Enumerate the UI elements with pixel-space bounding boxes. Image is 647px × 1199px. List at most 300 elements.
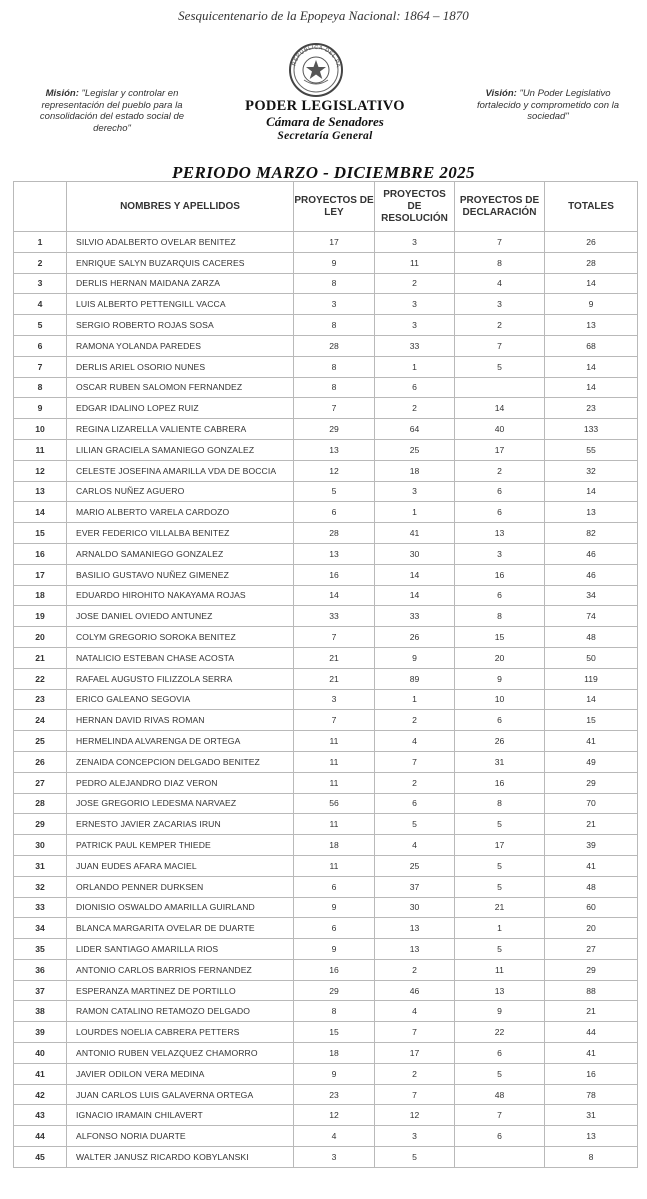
row-name: NATALICIO ESTEBAN CHASE ACOSTA [67, 647, 294, 668]
table-row [14, 460, 638, 481]
row-total: 20 [545, 918, 638, 939]
row-total: 13 [545, 1126, 638, 1147]
office-name: Secretaría General [277, 130, 373, 142]
row-ley: 13 [294, 543, 375, 564]
row-declaracion: 5 [455, 939, 545, 960]
row-number: 5 [14, 315, 67, 336]
row-number: 10 [14, 419, 67, 440]
row-resolucion: 7 [375, 751, 455, 772]
row-declaracion: 16 [455, 564, 545, 585]
row-declaracion: 10 [455, 689, 545, 710]
row-resolucion: 33 [375, 335, 455, 356]
row-name: DERLIS HERNAN MAIDANA ZARZA [67, 273, 294, 294]
row-total: 82 [545, 523, 638, 544]
row-total: 48 [545, 876, 638, 897]
row-resolucion: 13 [375, 918, 455, 939]
row-declaracion: 7 [455, 335, 545, 356]
row-name: EVER FEDERICO VILLALBA BENITEZ [67, 523, 294, 544]
row-number: 8 [14, 377, 67, 398]
row-resolucion: 25 [375, 855, 455, 876]
row-number: 38 [14, 1001, 67, 1022]
table-row [14, 897, 638, 918]
row-ley: 7 [294, 398, 375, 419]
row-name: ORLANDO PENNER DURKSEN [67, 876, 294, 897]
svg-text:REPÚBLICA DEL PARAGUAY: REPÚBLICA DEL PA [291, 44, 341, 69]
row-number: 3 [14, 273, 67, 294]
row-declaracion: 14 [455, 398, 545, 419]
row-name: DERLIS ARIEL OSORIO NUNES [67, 356, 294, 377]
table-row [14, 481, 638, 502]
row-number: 44 [14, 1126, 67, 1147]
row-declaracion: 5 [455, 814, 545, 835]
row-total: 49 [545, 751, 638, 772]
row-declaracion: 7 [455, 1105, 545, 1126]
row-number: 27 [14, 772, 67, 793]
row-resolucion: 25 [375, 439, 455, 460]
row-name: PEDRO ALEJANDRO DIAZ VERON [67, 772, 294, 793]
row-name: ANTONIO RUBEN VELAZQUEZ CHAMORRO [67, 1043, 294, 1064]
row-declaracion: 5 [455, 356, 545, 377]
row-declaracion [455, 377, 545, 398]
row-total: 41 [545, 731, 638, 752]
row-resolucion: 30 [375, 897, 455, 918]
table-row [14, 710, 638, 731]
col-header-number [14, 182, 67, 232]
table-row [14, 1022, 638, 1043]
row-resolucion: 1 [375, 689, 455, 710]
row-ley: 9 [294, 939, 375, 960]
row-name: ERICO GALEANO SEGOVIA [67, 689, 294, 710]
row-ley: 28 [294, 523, 375, 544]
table-row [14, 585, 638, 606]
row-name: CELESTE JOSEFINA AMARILLA VDA DE BOCCIA [67, 460, 294, 481]
row-total: 46 [545, 564, 638, 585]
table-row [14, 1043, 638, 1064]
row-ley: 8 [294, 1001, 375, 1022]
row-total: 34 [545, 585, 638, 606]
table-row [14, 543, 638, 564]
row-declaracion: 5 [455, 876, 545, 897]
row-declaracion: 6 [455, 481, 545, 502]
table-row [14, 1147, 638, 1168]
row-resolucion: 3 [375, 294, 455, 315]
row-total: 14 [545, 481, 638, 502]
row-resolucion: 2 [375, 710, 455, 731]
row-name: BASILIO GUSTAVO NUÑEZ GIMENEZ [67, 564, 294, 585]
row-resolucion: 18 [375, 460, 455, 481]
row-name: ARNALDO SAMANIEGO GONZALEZ [67, 543, 294, 564]
row-name: ZENAIDA CONCEPCION DELGADO BENITEZ [67, 751, 294, 772]
row-name: ANTONIO CARLOS BARRIOS FERNANDEZ [67, 959, 294, 980]
row-resolucion: 1 [375, 502, 455, 523]
row-resolucion: 6 [375, 793, 455, 814]
table-row [14, 502, 638, 523]
row-ley: 14 [294, 585, 375, 606]
row-declaracion: 13 [455, 980, 545, 1001]
row-ley: 56 [294, 793, 375, 814]
row-number: 33 [14, 897, 67, 918]
row-number: 41 [14, 1063, 67, 1084]
row-resolucion: 89 [375, 668, 455, 689]
row-number: 12 [14, 460, 67, 481]
row-total: 9 [545, 294, 638, 315]
row-ley: 11 [294, 855, 375, 876]
row-name: BLANCA MARGARITA OVELAR DE DUARTE [67, 918, 294, 939]
row-ley: 17 [294, 232, 375, 253]
row-name: SERGIO ROBERTO ROJAS SOSA [67, 315, 294, 336]
col-header-ley: PROYECTOS DE LEY [294, 182, 375, 232]
row-number: 25 [14, 731, 67, 752]
row-ley: 6 [294, 876, 375, 897]
row-total: 14 [545, 377, 638, 398]
row-total: 32 [545, 460, 638, 481]
header-motto: Sesquicentenario de la Epopeya Nacional: 1864 – 1870 [178, 8, 469, 23]
table-row [14, 315, 638, 336]
row-ley: 9 [294, 252, 375, 273]
row-declaracion [455, 1147, 545, 1168]
row-name: EDUARDO HIROHITO NAKAYAMA ROJAS [67, 585, 294, 606]
row-resolucion: 2 [375, 772, 455, 793]
vision-label: Visión: [485, 88, 517, 99]
row-total: 41 [545, 855, 638, 876]
row-declaracion: 40 [455, 419, 545, 440]
row-declaracion: 8 [455, 252, 545, 273]
row-ley: 11 [294, 751, 375, 772]
row-name: REGINA LIZARELLA VALIENTE CABRERA [67, 419, 294, 440]
row-total: 26 [545, 232, 638, 253]
row-ley: 3 [294, 294, 375, 315]
row-total: 39 [545, 835, 638, 856]
row-total: 133 [545, 419, 638, 440]
row-ley: 6 [294, 502, 375, 523]
row-resolucion: 1 [375, 356, 455, 377]
row-name: JOSE GREGORIO LEDESMA NARVAEZ [67, 793, 294, 814]
row-ley: 4 [294, 1126, 375, 1147]
row-declaracion: 21 [455, 897, 545, 918]
row-ley: 11 [294, 731, 375, 752]
table-row [14, 1105, 638, 1126]
row-declaracion: 1 [455, 918, 545, 939]
table-row [14, 232, 638, 253]
table-row [14, 419, 638, 440]
table-body [14, 232, 638, 1168]
row-number: 15 [14, 523, 67, 544]
row-total: 68 [545, 335, 638, 356]
row-declaracion: 3 [455, 543, 545, 564]
row-total: 23 [545, 398, 638, 419]
row-number: 20 [14, 627, 67, 648]
table-row [14, 1084, 638, 1105]
row-number: 34 [14, 918, 67, 939]
row-name: JAVIER ODILON VERA MEDINA [67, 1063, 294, 1084]
table-row [14, 273, 638, 294]
row-resolucion: 2 [375, 273, 455, 294]
row-number: 6 [14, 335, 67, 356]
row-name: LIDER SANTIAGO AMARILLA RIOS [67, 939, 294, 960]
row-total: 60 [545, 897, 638, 918]
row-resolucion: 26 [375, 627, 455, 648]
row-number: 7 [14, 356, 67, 377]
row-ley: 9 [294, 897, 375, 918]
table-row [14, 356, 638, 377]
row-ley: 7 [294, 710, 375, 731]
table-row [14, 751, 638, 772]
row-resolucion: 41 [375, 523, 455, 544]
row-resolucion: 4 [375, 1001, 455, 1022]
row-resolucion: 2 [375, 1063, 455, 1084]
row-declaracion: 22 [455, 1022, 545, 1043]
row-resolucion: 17 [375, 1043, 455, 1064]
row-ley: 21 [294, 668, 375, 689]
row-declaracion: 6 [455, 710, 545, 731]
row-resolucion: 30 [375, 543, 455, 564]
row-declaracion: 9 [455, 1001, 545, 1022]
table-row [14, 855, 638, 876]
row-total: 27 [545, 939, 638, 960]
row-declaracion: 17 [455, 835, 545, 856]
row-declaracion: 11 [455, 959, 545, 980]
row-ley: 15 [294, 1022, 375, 1043]
row-resolucion: 7 [375, 1022, 455, 1043]
row-total: 119 [545, 668, 638, 689]
row-number: 42 [14, 1084, 67, 1105]
table-row [14, 377, 638, 398]
row-total: 8 [545, 1147, 638, 1168]
row-ley: 3 [294, 689, 375, 710]
row-number: 4 [14, 294, 67, 315]
row-resolucion: 6 [375, 377, 455, 398]
table-row [14, 959, 638, 980]
table-row [14, 772, 638, 793]
row-number: 18 [14, 585, 67, 606]
row-number: 30 [14, 835, 67, 856]
row-resolucion: 46 [375, 980, 455, 1001]
row-declaracion: 9 [455, 668, 545, 689]
row-number: 32 [14, 876, 67, 897]
row-total: 50 [545, 647, 638, 668]
row-number: 35 [14, 939, 67, 960]
row-resolucion: 2 [375, 398, 455, 419]
row-ley: 28 [294, 335, 375, 356]
row-name: IGNACIO IRAMAIN CHILAVERT [67, 1105, 294, 1126]
row-resolucion: 13 [375, 939, 455, 960]
table-row [14, 335, 638, 356]
row-name: ERNESTO JAVIER ZACARIAS IRUN [67, 814, 294, 835]
row-name: JUAN EUDES AFARA MACIEL [67, 855, 294, 876]
row-number: 21 [14, 647, 67, 668]
row-name: RAMON CATALINO RETAMOZO DELGADO [67, 1001, 294, 1022]
table-row [14, 398, 638, 419]
row-declaracion: 17 [455, 439, 545, 460]
row-resolucion: 37 [375, 876, 455, 897]
row-total: 48 [545, 627, 638, 648]
row-resolucion: 4 [375, 731, 455, 752]
table-row [14, 876, 638, 897]
row-ley: 5 [294, 481, 375, 502]
row-total: 14 [545, 689, 638, 710]
row-declaracion: 5 [455, 855, 545, 876]
row-ley: 8 [294, 315, 375, 336]
row-declaracion: 26 [455, 731, 545, 752]
row-resolucion: 33 [375, 606, 455, 627]
table-row [14, 918, 638, 939]
institution-block [190, 98, 460, 143]
row-name: SILVIO ADALBERTO OVELAR BENITEZ [67, 232, 294, 253]
row-total: 74 [545, 606, 638, 627]
row-number: 16 [14, 543, 67, 564]
table-header-row [14, 182, 638, 232]
row-declaracion: 6 [455, 585, 545, 606]
row-ley: 8 [294, 377, 375, 398]
row-resolucion: 3 [375, 232, 455, 253]
row-number: 14 [14, 502, 67, 523]
row-number: 23 [14, 689, 67, 710]
table-row [14, 252, 638, 273]
row-name: WALTER JANUSZ RICARDO KOBYLANSKI [67, 1147, 294, 1168]
row-number: 19 [14, 606, 67, 627]
row-ley: 6 [294, 918, 375, 939]
row-ley: 11 [294, 772, 375, 793]
row-total: 44 [545, 1022, 638, 1043]
row-number: 9 [14, 398, 67, 419]
chamber-name: Cámara de Senadores [266, 114, 384, 129]
row-name: ESPERANZA MARTINEZ DE PORTILLO [67, 980, 294, 1001]
row-name: COLYM GREGORIO SOROKA BENITEZ [67, 627, 294, 648]
table-row [14, 793, 638, 814]
row-ley: 3 [294, 1147, 375, 1168]
row-ley: 7 [294, 627, 375, 648]
row-declaracion: 31 [455, 751, 545, 772]
row-total: 21 [545, 1001, 638, 1022]
row-resolucion: 64 [375, 419, 455, 440]
col-header-declaracion: PROYECTOS DE DECLARACIÓN [455, 182, 545, 232]
row-resolucion: 4 [375, 835, 455, 856]
row-name: HERNAN DAVID RIVAS ROMAN [67, 710, 294, 731]
row-name: JUAN CARLOS LUIS GALAVERNA ORTEGA [67, 1084, 294, 1105]
row-declaracion: 3 [455, 294, 545, 315]
row-total: 13 [545, 315, 638, 336]
row-number: 29 [14, 814, 67, 835]
row-number: 45 [14, 1147, 67, 1168]
row-resolucion: 5 [375, 1147, 455, 1168]
row-declaracion: 15 [455, 627, 545, 648]
row-total: 88 [545, 980, 638, 1001]
row-number: 11 [14, 439, 67, 460]
row-total: 14 [545, 356, 638, 377]
row-total: 41 [545, 1043, 638, 1064]
row-name: JOSE DANIEL OVIEDO ANTUNEZ [67, 606, 294, 627]
row-ley: 29 [294, 419, 375, 440]
row-declaracion: 6 [455, 1043, 545, 1064]
vision-text: "Un Poder Legislativo fortalecido y comprometido con la sociedad" [476, 88, 620, 122]
row-resolucion: 11 [375, 252, 455, 273]
table-row [14, 668, 638, 689]
row-declaracion: 2 [455, 315, 545, 336]
row-name: LUIS ALBERTO PETTENGILL VACCA [67, 294, 294, 315]
row-ley: 21 [294, 647, 375, 668]
row-declaracion: 7 [455, 232, 545, 253]
row-declaracion: 6 [455, 502, 545, 523]
row-resolucion: 2 [375, 959, 455, 980]
table-row [14, 939, 638, 960]
row-resolucion: 3 [375, 1126, 455, 1147]
row-resolucion: 14 [375, 585, 455, 606]
table-row [14, 1063, 638, 1084]
row-ley: 12 [294, 1105, 375, 1126]
row-total: 28 [545, 252, 638, 273]
institution-name: PODER LEGISLATIVO [245, 98, 405, 114]
table-row [14, 523, 638, 544]
row-resolucion: 12 [375, 1105, 455, 1126]
col-header-totales: TOTALES [545, 182, 638, 232]
row-resolucion: 3 [375, 315, 455, 336]
row-name: ENRIQUE SALYN BUZARQUIS CACERES [67, 252, 294, 273]
row-number: 39 [14, 1022, 67, 1043]
row-total: 14 [545, 273, 638, 294]
row-resolucion: 3 [375, 481, 455, 502]
row-total: 46 [545, 543, 638, 564]
row-name: MARIO ALBERTO VARELA CARDOZO [67, 502, 294, 523]
row-ley: 9 [294, 1063, 375, 1084]
col-header-name: NOMBRES Y APELLIDOS [67, 182, 294, 232]
row-ley: 8 [294, 273, 375, 294]
table-row [14, 1001, 638, 1022]
row-ley: 13 [294, 439, 375, 460]
table-row [14, 689, 638, 710]
senators-table [13, 181, 638, 1168]
table-row [14, 294, 638, 315]
row-total: 13 [545, 502, 638, 523]
row-declaracion: 5 [455, 1063, 545, 1084]
row-declaracion: 8 [455, 606, 545, 627]
row-resolucion: 14 [375, 564, 455, 585]
mision-text: "Legislar y controlar en representación del pueblo para la consolidación del estado social de derecho" [39, 88, 185, 134]
row-name: RAFAEL AUGUSTO FILIZZOLA SERRA [67, 668, 294, 689]
table-row [14, 1126, 638, 1147]
mision-statement [28, 88, 196, 134]
row-ley: 8 [294, 356, 375, 377]
table-row [14, 814, 638, 835]
row-ley: 33 [294, 606, 375, 627]
table-row [14, 564, 638, 585]
row-number: 17 [14, 564, 67, 585]
period-title: PERIODO MARZO - DICIEMBRE 2025 [172, 163, 475, 182]
row-resolucion: 5 [375, 814, 455, 835]
row-declaracion: 20 [455, 647, 545, 668]
row-resolucion: 9 [375, 647, 455, 668]
mision-label: Misión: [45, 88, 79, 99]
row-number: 36 [14, 959, 67, 980]
row-total: 15 [545, 710, 638, 731]
row-number: 37 [14, 980, 67, 1001]
row-number: 43 [14, 1105, 67, 1126]
row-ley: 23 [294, 1084, 375, 1105]
row-number: 31 [14, 855, 67, 876]
row-name: RAMONA YOLANDA PAREDES [67, 335, 294, 356]
row-declaracion: 48 [455, 1084, 545, 1105]
row-declaracion: 4 [455, 273, 545, 294]
vision-statement [474, 88, 622, 123]
row-total: 70 [545, 793, 638, 814]
row-declaracion: 16 [455, 772, 545, 793]
row-number: 22 [14, 668, 67, 689]
row-resolucion: 7 [375, 1084, 455, 1105]
row-declaracion: 6 [455, 1126, 545, 1147]
row-number: 13 [14, 481, 67, 502]
row-total: 16 [545, 1063, 638, 1084]
row-total: 31 [545, 1105, 638, 1126]
table-row [14, 627, 638, 648]
